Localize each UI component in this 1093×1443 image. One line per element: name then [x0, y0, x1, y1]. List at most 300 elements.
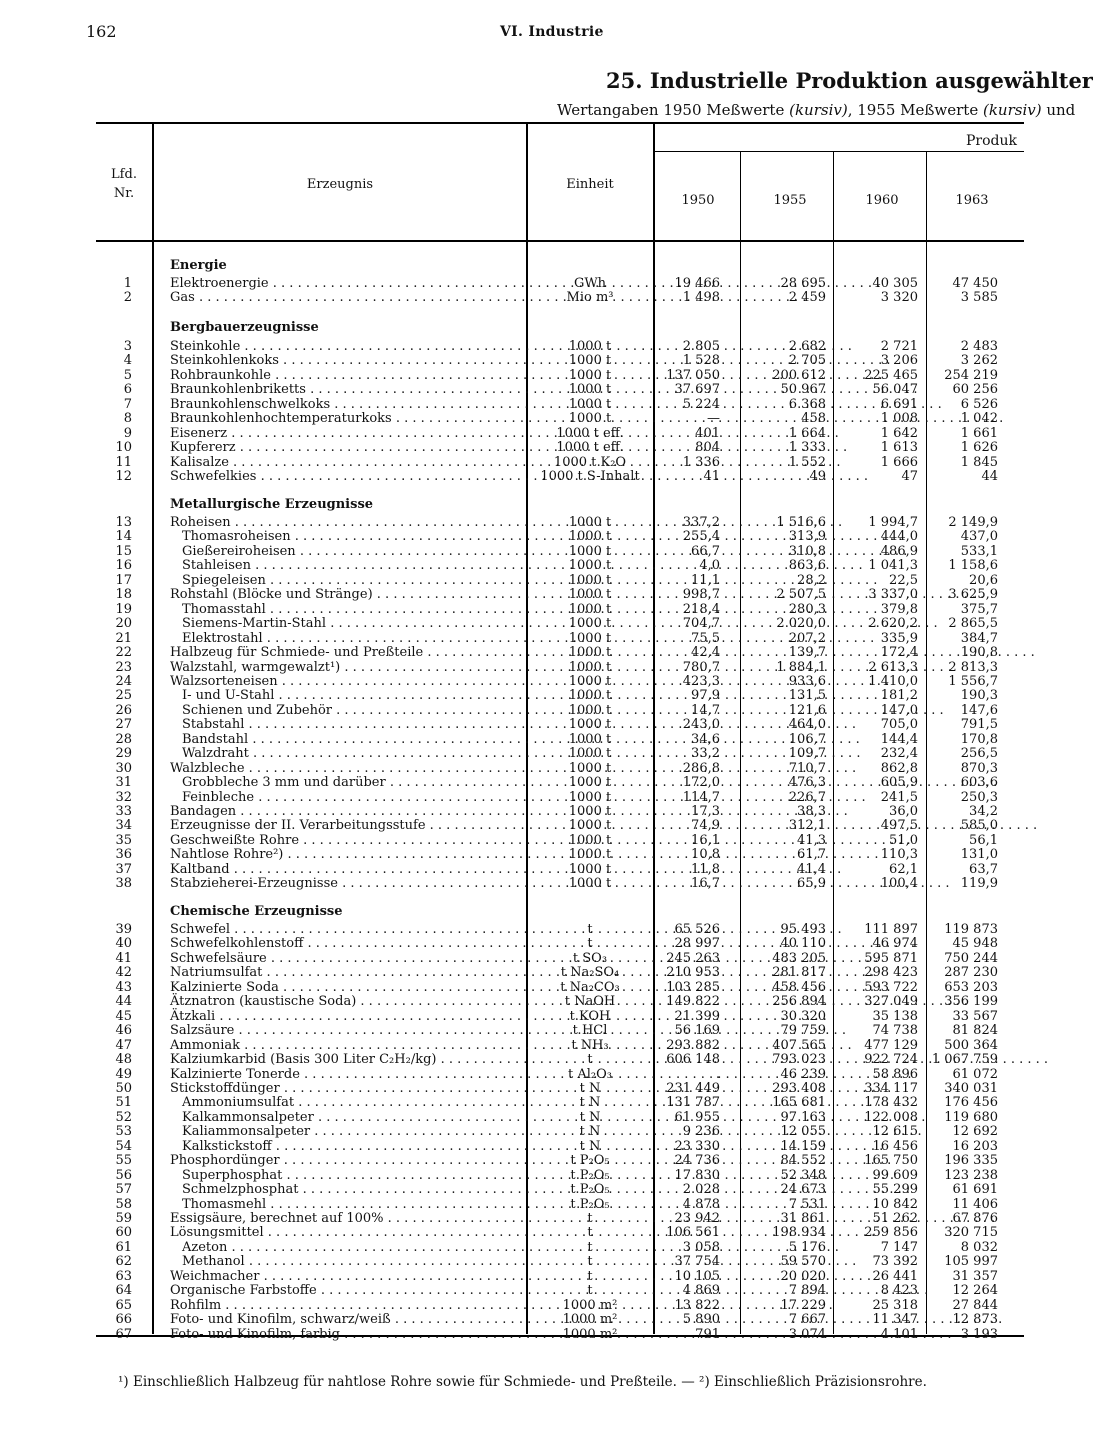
row-number: 9: [123, 425, 132, 441]
row-value: 62,1: [889, 861, 918, 877]
row-number: 65: [115, 1297, 132, 1313]
row-product-name: Feinbleche . . .: [182, 791, 518, 805]
row-value: 6 691: [880, 396, 918, 412]
header-produktion: Produk: [966, 133, 1018, 149]
row-value: 97 163: [780, 1109, 826, 1125]
row-number: 15: [115, 543, 132, 559]
table-row: [0, 981, 1024, 995]
row-value: 36,0: [889, 804, 918, 819]
header-year: 1963: [955, 193, 989, 208]
row-value: 7 667: [788, 1312, 826, 1328]
row-value: 281 817: [772, 965, 826, 981]
row-value: 804: [695, 440, 720, 456]
row-unit: 1000 t: [568, 702, 612, 718]
row-value: 245 263: [666, 950, 720, 966]
row-product-name: Azeton . . .: [182, 1241, 518, 1255]
table-row: [0, 1212, 1024, 1226]
row-product-name: Stahleisen . . .: [182, 559, 518, 573]
row-value: 24 673: [780, 1182, 826, 1198]
header-erzeugnis: Erzeugnis: [306, 177, 374, 192]
row-unit: 1000 t eff.: [556, 440, 624, 456]
row-product-name: Weichmacher . . .: [170, 1270, 518, 1284]
row-number: 28: [115, 731, 132, 747]
row-value: 3 058: [682, 1239, 720, 1255]
row-value: 1 552: [788, 454, 826, 470]
row-number: 29: [115, 746, 132, 762]
row-value: 119 873: [944, 922, 998, 937]
row-value: 5 890: [682, 1312, 720, 1328]
row-number: 5: [123, 367, 132, 383]
row-number: 64: [115, 1283, 132, 1299]
table-row: [0, 877, 1024, 891]
table-row: [0, 588, 1024, 602]
row-number: 30: [115, 760, 132, 776]
row-value: 172,0: [682, 775, 720, 791]
row-value: 1 528: [682, 353, 720, 369]
row-value: 1 845: [960, 454, 998, 470]
row-number: 43: [115, 979, 132, 995]
row-value: 59 570: [780, 1254, 826, 1270]
row-product-name: Steinkohlenkoks . . .: [170, 354, 518, 368]
row-value: 6 526: [960, 396, 998, 412]
row-number: 47: [115, 1037, 132, 1053]
row-value: 653 203: [944, 979, 998, 995]
row-value: 45 948: [952, 936, 998, 952]
table-row: [0, 1183, 1024, 1197]
row-value: 17,3: [691, 804, 720, 819]
row-value: 335,9: [880, 630, 918, 646]
row-value: 1 626: [960, 440, 998, 456]
table-row: [0, 952, 1024, 966]
row-value: 40 110: [780, 936, 826, 952]
row-value: 165 681: [772, 1095, 826, 1111]
table-row: [0, 718, 1024, 732]
row-unit: t: [587, 1225, 593, 1241]
row-unit: 1000 t: [568, 645, 612, 661]
row-unit: t: [587, 1283, 593, 1299]
row-value: 7 531: [788, 1196, 826, 1212]
row-product-name: Ammoniak . . .: [170, 1039, 518, 1053]
row-value: 110,3: [880, 847, 918, 863]
header-year: 1960: [865, 193, 899, 208]
table-row: [0, 456, 1024, 470]
row-unit: 1000 t K₂O: [553, 454, 627, 470]
row-unit: 1000 t: [568, 382, 612, 398]
row-unit: 1000 t: [568, 789, 612, 805]
row-value: 603,6: [960, 775, 998, 791]
row-unit: 1000 t: [568, 515, 612, 530]
row-value: 25 318: [872, 1297, 918, 1313]
row-value: 33,2: [691, 746, 720, 762]
table-row: [0, 1082, 1024, 1096]
row-product-name: Erzeugnisse der II. Verarbeitungsstufe . . .: [170, 819, 518, 833]
row-value: 384,7: [960, 630, 998, 646]
row-value: 52 348: [780, 1167, 826, 1183]
row-product-name: Rohbraunkohle . . .: [170, 369, 518, 383]
table-row: [0, 923, 1024, 937]
row-product-name: Walzdraht . . .: [182, 747, 518, 761]
row-value: 500 364: [944, 1037, 998, 1053]
row-value: 7 147: [880, 1239, 918, 1255]
row-value: 2 705: [788, 353, 826, 369]
row-value: 61 955: [674, 1109, 720, 1125]
row-value: 256 894: [772, 994, 826, 1010]
table-row: [0, 733, 1024, 747]
row-unit: 1000 t: [568, 818, 612, 834]
row-number: 17: [115, 572, 132, 588]
row-number: 4: [123, 353, 132, 369]
row-unit: t Na₂SO₄: [560, 965, 620, 981]
row-value: 31 357: [952, 1268, 998, 1284]
row-value: 3 193: [960, 1326, 998, 1342]
row-product-name: Braunkohlenbriketts . . .: [170, 383, 518, 397]
row-value: 170,8: [960, 731, 998, 747]
row-value: 74 738: [872, 1023, 918, 1039]
row-number: 55: [115, 1153, 132, 1169]
row-value: 458 456: [772, 979, 826, 995]
row-value: 593 722: [864, 979, 918, 995]
header-einheit: Einheit: [566, 177, 614, 192]
row-product-name: Rohfilm . . .: [170, 1299, 518, 1313]
row-number: 42: [115, 965, 132, 981]
row-value: 111 897: [864, 922, 918, 937]
row-value: 147,0: [880, 702, 918, 718]
row-unit: t: [587, 936, 593, 952]
row-value: 109,7: [788, 746, 826, 762]
row-value: 437,0: [960, 529, 998, 545]
row-unit: t N: [579, 1095, 601, 1111]
row-unit: t P₂O₅: [570, 1182, 610, 1198]
row-value: 444,0: [880, 529, 918, 545]
row-value: 61 072: [952, 1066, 998, 1082]
row-value: 2 813,3: [948, 659, 998, 675]
header-nr: Nr.: [113, 186, 135, 201]
row-product-name: Natriumsulfat . . .: [170, 966, 518, 980]
row-value: 476,3: [788, 775, 826, 791]
row-value: 84 552: [780, 1153, 826, 1169]
table-row: [0, 1010, 1024, 1024]
row-value: 61,7: [797, 847, 826, 863]
row-product-name: Schwefel . . .: [170, 923, 518, 937]
row-value: 4,0: [699, 558, 720, 574]
row-number: 67: [115, 1326, 132, 1342]
row-value: 44: [981, 469, 998, 485]
row-value: 28 695: [780, 276, 826, 291]
table-row: [0, 1299, 1024, 1313]
row-number: 59: [115, 1211, 132, 1226]
row-value: 705,0: [880, 717, 918, 733]
row-product-name: Thomasroheisen . . .: [182, 530, 518, 544]
row-value: 293 408: [772, 1080, 826, 1096]
row-value: 1 333: [788, 440, 826, 456]
table-row: [0, 1140, 1024, 1154]
row-value: 139,7: [788, 645, 826, 661]
row-value: 1 516,6: [776, 515, 826, 530]
row-number: 36: [115, 847, 132, 863]
row-value: 4 101: [880, 1326, 918, 1342]
row-product-name: Stickstoffdünger . . .: [170, 1082, 518, 1096]
row-value: 863,6: [788, 558, 826, 574]
row-value: 862,8: [880, 760, 918, 776]
row-value: 123 238: [944, 1167, 998, 1183]
row-product-name: Gießereiroheisen . . .: [182, 545, 518, 559]
table-row: [0, 966, 1024, 980]
row-value: 26 441: [872, 1268, 918, 1284]
row-product-name: Methanol . . .: [182, 1255, 518, 1269]
row-value: 28 997: [674, 936, 720, 952]
row-value: 34,2: [969, 804, 998, 819]
row-value: 1 994,7: [868, 515, 918, 530]
table-row: [0, 1169, 1024, 1183]
row-value: 1 158,6: [948, 558, 998, 574]
row-unit: 1000 t: [568, 543, 612, 559]
row-number: 50: [115, 1080, 132, 1096]
row-value: 12 873: [952, 1312, 998, 1328]
row-product-name: Superphosphat . . .: [182, 1169, 518, 1183]
table-row: [0, 1198, 1024, 1212]
row-value: 922 724: [864, 1052, 918, 1068]
row-value: 149 822: [666, 994, 720, 1010]
row-value: 56 047: [872, 382, 918, 398]
subtitle-part: Wertangaben 1950 Meßwerte: [557, 101, 790, 119]
row-value: 1 336: [682, 454, 720, 470]
table-row: [0, 819, 1024, 833]
row-value: 172,4: [880, 645, 918, 661]
row-value: 24 736: [674, 1153, 720, 1169]
row-value: 40 305: [872, 276, 918, 291]
row-unit: 1000 t: [568, 587, 612, 603]
row-unit: t HCl: [572, 1023, 608, 1039]
row-value: 12 615: [872, 1124, 918, 1140]
row-unit: 1000 t: [568, 832, 612, 848]
table-row: [0, 834, 1024, 848]
row-value: 51 262: [872, 1211, 918, 1226]
header-lfd: Lfd.: [111, 167, 137, 182]
row-value: 2 805: [682, 339, 720, 354]
row-number: 61: [115, 1239, 132, 1255]
row-value: 12 264: [952, 1283, 998, 1299]
row-value: 65 526: [674, 922, 720, 937]
table-row: [0, 470, 1024, 484]
row-value: 710,7: [788, 760, 826, 776]
row-value: 65,9: [797, 876, 826, 892]
row-value: —: [707, 411, 720, 427]
row-number: 7: [123, 396, 132, 412]
row-value: 100,4: [880, 876, 918, 892]
table-row: [0, 646, 1024, 660]
row-unit: t N: [579, 1124, 601, 1140]
row-product-name: Bandstahl . . .: [182, 733, 518, 747]
row-product-name: Elektroenergie . . .: [170, 277, 518, 291]
row-unit: 1000 t: [568, 339, 612, 354]
row-number: 24: [115, 673, 132, 689]
row-product-name: Walzsorteneisen . . .: [170, 675, 518, 689]
row-product-name: Essigsäure, berechnet auf 100% . . .: [170, 1212, 518, 1226]
row-value: 3 320: [880, 290, 918, 306]
row-number: 39: [115, 922, 132, 937]
row-value: 998,7: [682, 587, 720, 603]
row-value: 60 256: [952, 382, 998, 398]
row-value: 1 041,3: [868, 558, 918, 574]
row-product-name: Ammoniumsulfat . . .: [182, 1096, 518, 1110]
row-number: 37: [115, 861, 132, 877]
row-number: 3: [123, 339, 132, 354]
row-product-name: Stabstahl . . .: [182, 718, 518, 732]
row-product-name: Kupfererz . . .: [170, 441, 518, 455]
row-product-name: Braunkohlenschwelkoks . . .: [170, 398, 518, 412]
row-value: 483 205: [772, 950, 826, 966]
section-heading: VI. Industrie: [500, 24, 604, 40]
row-value: 464,0: [788, 717, 826, 733]
row-value: 41,3: [797, 832, 826, 848]
row-value: 74,9: [691, 818, 720, 834]
row-value: 200 612: [772, 367, 826, 383]
row-unit: 1000 t: [568, 529, 612, 545]
row-value: 356 199: [944, 994, 998, 1010]
row-value: 50 967: [780, 382, 826, 398]
row-value: 606 148: [666, 1052, 720, 1068]
row-number: 6: [123, 382, 132, 398]
row-value: 190,8: [960, 645, 998, 661]
table-row: [0, 805, 1024, 819]
row-value: 16 203: [952, 1138, 998, 1154]
row-number: 62: [115, 1254, 132, 1270]
row-number: 33: [115, 804, 132, 819]
row-value: 256,5: [960, 746, 998, 762]
row-value: 56,1: [969, 832, 998, 848]
row-product-name: Kalziumkarbid (Basis 300 Liter C₂H₂/kg) . . .: [170, 1053, 518, 1067]
row-value: 13 822: [674, 1297, 720, 1313]
row-number: 58: [115, 1196, 132, 1212]
row-value: 293 882: [666, 1037, 720, 1053]
table-row: [0, 441, 1024, 455]
table-top-rule: [96, 122, 1024, 124]
row-number: 13: [115, 515, 132, 530]
row-value: 2 620,2: [868, 616, 918, 632]
row-value: 66,7: [691, 543, 720, 559]
row-value: 8 032: [960, 1239, 998, 1255]
row-product-name: Kalzinierte Soda . . .: [170, 981, 518, 995]
row-value: 8 423: [880, 1283, 918, 1299]
row-number: 2: [123, 290, 132, 306]
row-unit: t: [587, 1268, 593, 1284]
table-row: [0, 791, 1024, 805]
row-product-name: I- und U-Stahl . . .: [182, 689, 518, 703]
row-value: 286,8: [682, 760, 720, 776]
row-product-name: Kalzinierte Tonerde . . .: [170, 1068, 518, 1082]
row-product-name: Foto- und Kinofilm, farbig . . .: [170, 1328, 518, 1342]
header-year: 1955: [773, 193, 807, 208]
table-row: [0, 863, 1024, 877]
row-unit: 1000 t: [568, 659, 612, 675]
table-row: [0, 1111, 1024, 1125]
row-value: 2 613,3: [868, 659, 918, 675]
row-value: 11 406: [952, 1196, 998, 1212]
row-value: 5 224: [682, 396, 720, 412]
table-row: [0, 1313, 1024, 1327]
row-product-name: Ätznatron (kaustische Soda) . . .: [170, 995, 518, 1009]
row-number: 66: [115, 1312, 132, 1328]
subtitle-part: und: [1041, 101, 1076, 119]
table-row: [0, 1154, 1024, 1168]
row-value: 407 565: [772, 1037, 826, 1053]
table-row: [0, 762, 1024, 776]
row-unit: t N: [579, 1109, 601, 1125]
row-value: 2 149,9: [948, 515, 998, 530]
row-number: 54: [115, 1138, 132, 1154]
row-value: 95 493: [780, 922, 826, 937]
row-value: 27 844: [952, 1297, 998, 1313]
row-value: 10 842: [872, 1196, 918, 1212]
row-value: 2 483: [960, 339, 998, 354]
row-value: 119,9: [960, 876, 998, 892]
row-product-name: Kalisalze . . .: [170, 456, 518, 470]
row-number: 10: [115, 440, 132, 456]
row-value: 595 871: [864, 950, 918, 966]
row-value: 16 456: [872, 1138, 918, 1154]
row-value: 210 953: [666, 965, 720, 981]
row-product-name: Bandagen . . .: [170, 805, 518, 819]
row-value: 287 230: [944, 965, 998, 981]
row-number: 44: [115, 994, 132, 1010]
row-unit: 1000 t: [568, 746, 612, 762]
subtitle-part: (kursiv): [982, 101, 1042, 119]
row-number: 23: [115, 659, 132, 675]
row-value: 121,6: [788, 702, 826, 718]
row-value: 310,8: [788, 543, 826, 559]
row-value: 119 680: [944, 1109, 998, 1125]
row-unit: 1000 t eff.: [556, 425, 624, 441]
row-value: 137 050: [666, 367, 720, 383]
row-unit: 1000 t S-Inhalt: [540, 469, 640, 485]
row-value: 196 335: [944, 1153, 998, 1169]
row-product-name: Geschweißte Rohre . . .: [170, 834, 518, 848]
row-value: 226,7: [788, 789, 826, 805]
table-row: [0, 1226, 1024, 1240]
row-unit: t: [587, 1239, 593, 1255]
row-value: 1 884,1: [776, 659, 826, 675]
row-number: 31: [115, 775, 132, 791]
table-row: [0, 340, 1024, 354]
row-value: 3 262: [960, 353, 998, 369]
row-value: 41: [703, 469, 720, 485]
row-value: 280,3: [788, 601, 826, 617]
row-value: 16,7: [691, 876, 720, 892]
row-product-name: Walzstahl, warmgewalzt¹) . . .: [170, 661, 518, 675]
row-unit: 1000 t: [568, 876, 612, 892]
row-unit: t P₂O₅: [570, 1196, 610, 1212]
row-unit: 1000 t: [568, 775, 612, 791]
row-value: 379,8: [880, 601, 918, 617]
row-unit: 1000 t: [568, 861, 612, 877]
row-value: 340 031: [944, 1080, 998, 1096]
row-unit: t Al₂O₃: [568, 1066, 612, 1082]
table-row: [0, 1068, 1024, 1082]
row-value: 225 465: [864, 367, 918, 383]
row-value: 131,5: [788, 688, 826, 704]
row-value: 259 856: [864, 1225, 918, 1241]
row-value: 12 055: [780, 1124, 826, 1140]
row-value: 870,3: [960, 760, 998, 776]
table-row: [0, 603, 1024, 617]
row-value: 131 787: [666, 1095, 720, 1111]
row-number: 21: [115, 630, 132, 646]
row-number: 53: [115, 1124, 132, 1140]
row-number: 34: [115, 818, 132, 834]
row-number: 11: [115, 454, 132, 470]
row-value: 46 974: [872, 936, 918, 952]
table-row: [0, 747, 1024, 761]
